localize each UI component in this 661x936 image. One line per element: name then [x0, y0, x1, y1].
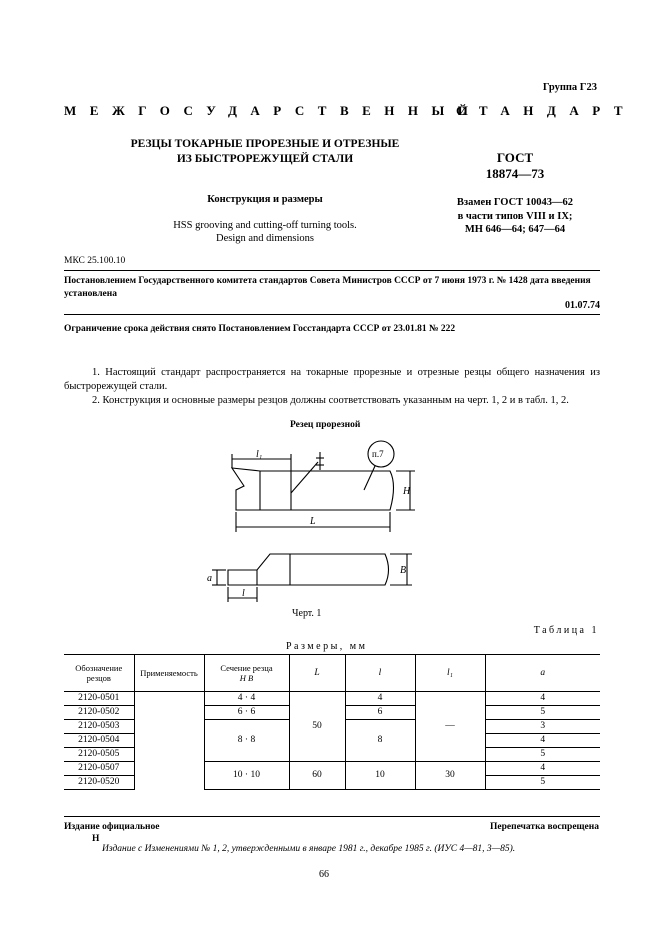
mks-code: МКС 25.100.10	[64, 256, 126, 266]
document-subtitle: Конструкция и размеры	[207, 194, 323, 205]
table-units: Размеры, мм	[286, 641, 368, 652]
col-a: a	[485, 655, 600, 692]
callout-label: п.7	[372, 449, 384, 459]
figure-title: Резец прорезной	[290, 420, 361, 430]
cell-a: 4	[485, 762, 600, 776]
official-edition: Издание официальное	[64, 822, 160, 832]
paragraph-1: 1. Настоящий стандарт распространяется на токарные прорезные и отрезные резцы общего назначения из быстрорежущей стали.	[64, 367, 600, 392]
cell-section: 10 · 10	[204, 762, 289, 790]
limit-note: Ограничение срока действия снято Постановлением Госстандарта СССР от 23.01.81 № 222	[64, 324, 456, 334]
english-title-line-2: Design and dimensions	[216, 233, 314, 244]
figure-caption: Черт. 1	[292, 608, 322, 619]
col-L: L	[289, 655, 345, 692]
col-l1: l₁	[415, 655, 485, 692]
cell-code: 2120-0520	[64, 776, 134, 790]
cell-section: 6 · 6	[204, 706, 289, 720]
paragraph-2: 2. Конструкция и основные размеры резцов должны соответствовать указанным на черт. 1, 2 и в табл. 1, 2.	[92, 395, 569, 406]
cell-L: 60	[289, 762, 345, 790]
col-designation: Обозначение резцов	[64, 655, 134, 692]
decree-text: Постановлением Государственного комитета стандартов Совета Министров СССР от 7 июня 1973 г. № 1428 дата введения установлена	[64, 276, 591, 299]
replace-line-3: МН 646—64; 647—64	[464, 224, 566, 235]
header-interstate: МЕЖГОСУДАРСТВЕННЫЙ	[64, 103, 482, 118]
cell-a: 3	[485, 720, 600, 734]
cell-code: 2120-0504	[64, 734, 134, 748]
col-section-sub: H B	[239, 673, 254, 683]
dim-label-l1: l₁	[256, 449, 263, 460]
cell-section: 4 · 4	[204, 692, 289, 706]
cell-code: 2120-0503	[64, 720, 134, 734]
title-line-2: ИЗ БЫСТРОРЕЖУЩЕЙ СТАЛИ	[176, 153, 354, 165]
cell-L: 50	[289, 692, 345, 762]
gost-number: 18874—73	[485, 166, 545, 181]
edition-note: Издание с Изменениями № 1, 2, утвержденными в январе 1981 г., декабре 1985 г. (ИУС 4—81, 3—85).	[102, 844, 516, 854]
cell-a: 5	[485, 776, 600, 790]
reprint-notice: Перепечатка воспрещена	[489, 822, 599, 832]
gost-label: ГОСТ	[496, 150, 534, 165]
dim-label-H: H	[403, 486, 411, 497]
replace-line-2: в части типов VIII и IX;	[457, 210, 573, 222]
table-label: Таблица 1	[533, 625, 599, 636]
cell-section: 8 · 8	[204, 720, 289, 762]
cell-l1: —	[415, 692, 485, 762]
cell-code: 2120-0505	[64, 748, 134, 762]
cell-a: 5	[485, 748, 600, 762]
dim-label-B: B	[400, 565, 407, 576]
cell-a: 4	[485, 734, 600, 748]
cell-l: 8	[345, 720, 415, 762]
cell-code: 2120-0507	[64, 762, 134, 776]
footer-divider	[64, 816, 600, 817]
cell-application	[134, 692, 204, 790]
cell-l: 6	[345, 706, 415, 720]
cell-l1: 30	[415, 762, 485, 790]
group-code: Группа Г23	[542, 82, 597, 93]
dim-label-L: L	[310, 516, 316, 527]
col-section-label: Сечение резца	[220, 662, 273, 673]
col-application: Применяемость	[134, 655, 204, 692]
col-l: l	[345, 655, 415, 692]
table-row	[64, 692, 600, 706]
cutter-body-bottom	[228, 554, 389, 585]
col-section	[204, 655, 289, 692]
callout-leader	[364, 466, 375, 490]
cutter-body-top	[232, 468, 394, 510]
replace-line-1: Взамен ГОСТ 10043—62	[456, 197, 574, 208]
leader-line	[291, 462, 318, 493]
english-title-line-1: HSS grooving and cutting-off turning tools.	[173, 220, 357, 231]
dim-label-a: a	[207, 573, 212, 584]
effective-date: 01.07.74	[565, 300, 600, 311]
dim-label-l: l	[242, 588, 245, 599]
cell-code: 2120-0502	[64, 706, 134, 720]
cell-code: 2120-0501	[64, 692, 134, 706]
dimensions-table	[64, 654, 600, 790]
header-standard: СТАНДАРТ	[456, 103, 637, 118]
edition-mark: H	[92, 834, 100, 844]
cell-a: 4	[485, 692, 600, 706]
cell-l: 4	[345, 692, 415, 706]
title-line-1: РЕЗЦЫ ТОКАРНЫЕ ПРОРЕЗНЫЕ И ОТРЕЗНЫЕ	[130, 138, 400, 150]
cell-a: 5	[485, 706, 600, 720]
page-number: 66	[319, 869, 329, 880]
cell-l: 10	[345, 762, 415, 790]
table-header-row	[64, 655, 600, 692]
